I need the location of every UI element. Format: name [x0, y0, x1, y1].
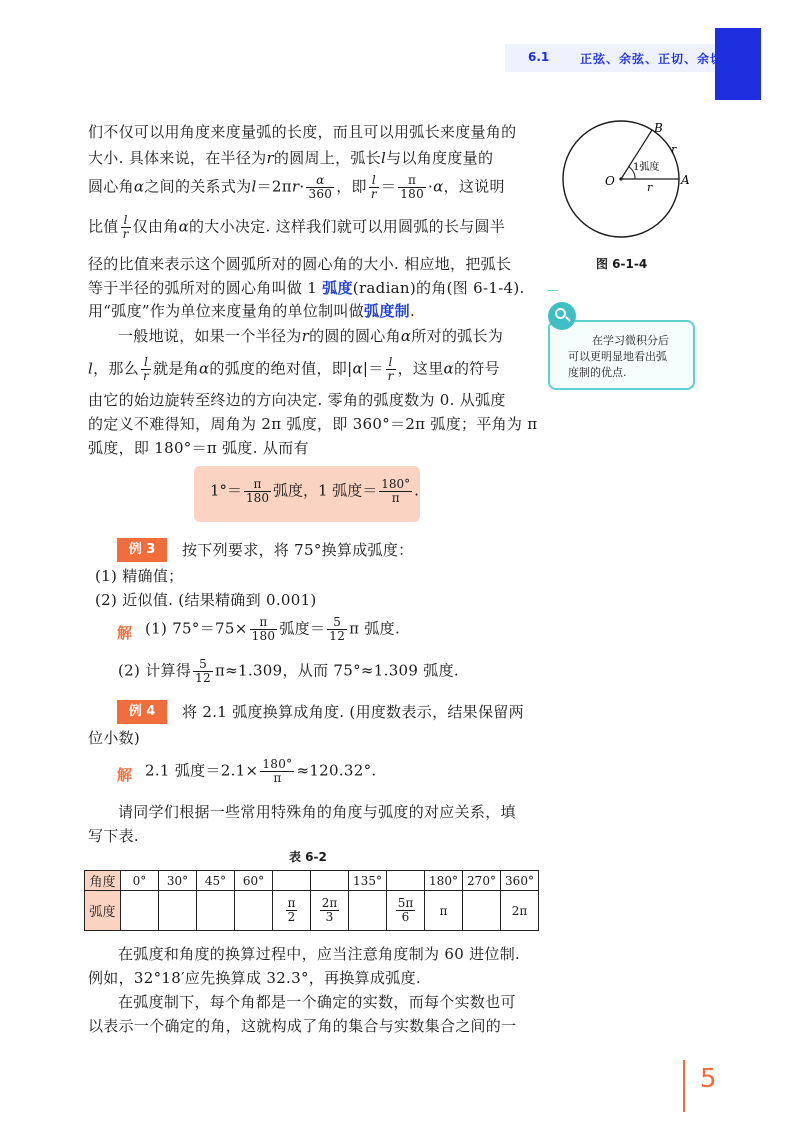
table-caption: 表 6-2 [289, 850, 327, 864]
figure-caption: 图 6-1-4 [596, 257, 648, 271]
text-span: (radian)的角(图 6-1-4). [352, 279, 525, 297]
fraction-numerator: l [121, 214, 131, 228]
figure-circle-radian [555, 115, 715, 255]
fraction-denominator: 180 [400, 187, 425, 201]
para1-line1: 们不仅可以用角度来度量弧的长度，而且可以用弧长来度量角的 [88, 123, 517, 141]
table-cell [235, 891, 273, 931]
math-var: α [133, 177, 145, 196]
para1-line2 [88, 148, 493, 168]
text-span: π≈1.309，从而 75°≈1.309 弧度. [215, 661, 459, 680]
table-cell [121, 891, 159, 931]
text-span: 比值 [88, 217, 119, 236]
para2-line3: 由它的始边旋转至终边的方向决定. 零角的弧度数为 0. 从弧度 [88, 391, 506, 409]
label-r-radius: r [647, 181, 653, 194]
table-cell: 2π [501, 891, 539, 931]
example3-q2: (2) 近似值. (结果精确到 0.001) [95, 591, 317, 609]
para4-line4: 以表示一个确定的角，这就构成了角的集合与实数集合之间的一 [88, 1017, 517, 1035]
math-var: l [88, 359, 94, 378]
text-span: (2) 计算得 [118, 661, 192, 680]
text-span: π 弧度. [349, 619, 401, 638]
math-var: α [400, 327, 412, 345]
magnifier-handle [565, 316, 571, 322]
para2-line2 [88, 356, 500, 383]
fraction-denominator: π [391, 491, 400, 505]
fraction [260, 758, 294, 785]
para1-line6 [88, 278, 525, 298]
text-span: 仅由角 [132, 217, 179, 236]
example4-badge: 例 4 [117, 700, 167, 724]
fraction-numerator: π [244, 478, 271, 492]
math-var: α [198, 359, 210, 378]
math-var: r [301, 327, 310, 345]
fraction [386, 356, 396, 383]
para1-line4 [88, 214, 505, 241]
text-span: · [299, 177, 305, 196]
fraction-denominator: r [387, 369, 394, 383]
fraction-numerator: 180° [262, 757, 293, 771]
example3-badge: 例 3 [117, 538, 167, 562]
fraction-denominator: π [273, 771, 282, 785]
para2-line1 [118, 326, 503, 346]
text-span: 的弧度的绝对值，即| [209, 359, 353, 378]
example4-solution-label: 解 [117, 766, 133, 784]
text-span: 就是角 [153, 359, 199, 378]
table-cell [463, 891, 501, 931]
fraction [327, 616, 347, 643]
example4-solution-line [145, 758, 377, 785]
fraction-numerator: 180° [381, 477, 411, 491]
fraction [244, 478, 271, 505]
fraction [250, 616, 278, 643]
text-span: ，即 [336, 177, 367, 196]
text-span: 的符号 [453, 359, 500, 378]
example4-prompt-cont: 位小数) [88, 729, 141, 747]
math-var: α [352, 359, 363, 378]
table-cell: 60° [235, 871, 273, 891]
conversion-table [84, 870, 539, 931]
fraction-numerator: 2π [321, 896, 338, 910]
text-span: 弧度，1 弧度＝ [272, 481, 378, 500]
conversion-formula [210, 478, 419, 505]
math-var: l [381, 149, 387, 167]
text-span: 大小. 具体来说，在半径为 [88, 149, 267, 167]
para1-line3 [88, 174, 505, 201]
table-cell [349, 891, 387, 931]
term-radian: 弧度 [322, 279, 353, 297]
text-span: |＝ [362, 359, 384, 378]
fraction [396, 897, 416, 924]
fraction-numerator: l [369, 174, 379, 188]
example3-solution-label: 解 [117, 624, 133, 642]
text-span: ，这里 [397, 359, 444, 378]
text-span: . [414, 481, 419, 500]
table-cell [387, 891, 425, 931]
fraction [141, 356, 151, 383]
fraction-numerator: 5π [397, 896, 414, 910]
table-header-radian: 弧度 [85, 891, 121, 931]
example3-solution-line2 [118, 658, 459, 685]
note-connector [548, 290, 558, 291]
text-span: 的大小决定. 这样我们就可以用圆弧的长与圆半 [189, 217, 506, 236]
example3-q1: (1) 精确值； [95, 567, 184, 585]
example4-prompt: 将 2.1 弧度换算成角度. (用度数表示，结果保留两 [182, 703, 524, 721]
math-var: α [433, 177, 444, 196]
fraction-denominator: 180 [251, 629, 276, 643]
fraction-denominator: 2 [287, 910, 296, 924]
text-span: 2.1 弧度＝2.1× [145, 761, 259, 780]
math-var: r [291, 177, 300, 196]
label-r-arc: r [671, 143, 677, 156]
fraction-denominator: 180 [246, 491, 269, 505]
fraction-numerator: π [250, 616, 278, 630]
table-cell [387, 871, 425, 891]
label-o: O [605, 174, 615, 188]
text-span: ＝2π [256, 177, 292, 196]
fraction-numerator: α [306, 174, 334, 188]
fraction-numerator: 5 [327, 616, 347, 630]
para3-line1: 请同学们根据一些常用特殊角的角度与弧度的对应关系，填 [118, 803, 516, 821]
table-cell [311, 891, 349, 931]
para4-line1: 在弧度和角度的换算过程中，应当注意角度制为 60 进位制. [118, 945, 521, 963]
table-cell [273, 871, 311, 891]
table-cell: 45° [197, 871, 235, 891]
text-span: 弧度＝ [279, 619, 326, 638]
fraction [306, 174, 334, 201]
para1-line5: 径的比值来表示这个圆弧所对的圆心角的大小. 相应地，把弧长 [88, 255, 512, 273]
note-line3: 度制的优点. [568, 366, 627, 379]
text-span: · [428, 177, 434, 196]
text-span: 的圆周上，弧长 [273, 149, 382, 167]
table-row [85, 871, 539, 891]
note-line2: 可以更明显地看出弧 [568, 350, 667, 363]
table-cell [311, 871, 349, 891]
fraction-denominator: 6 [401, 910, 410, 924]
fraction-numerator: 5 [193, 658, 213, 672]
text-span: 的圆的圆心角 [309, 327, 401, 345]
fraction [286, 897, 298, 924]
text-span: ≈120.32°. [296, 761, 377, 780]
magnifier-icon [548, 302, 576, 330]
fraction [121, 214, 131, 241]
term-radian-system: 弧度制 [364, 302, 410, 320]
table-cell: 30° [159, 871, 197, 891]
label-a: A [681, 173, 690, 187]
table-cell: 0° [121, 871, 159, 891]
text-span: 与以角度度量的 [386, 149, 494, 167]
fraction-numerator: π [287, 896, 296, 910]
table-header-degree: 角度 [85, 871, 121, 891]
fraction-denominator: 360 [308, 187, 333, 201]
fraction-numerator: l [386, 356, 396, 370]
table-cell [159, 891, 197, 931]
math-var: r [266, 149, 274, 167]
fraction-denominator: r [122, 227, 129, 241]
table-cell [197, 891, 235, 931]
text-span: 1°＝ [210, 481, 243, 500]
table-cell: 270° [463, 871, 501, 891]
note-line1: 在学习微积分后 [592, 334, 669, 347]
fraction [320, 897, 340, 924]
example3-prompt: 按下列要求，将 75°换算成弧度： [182, 541, 414, 559]
para4-line3: 在弧度制下，每个角都是一个确定的实数，而每个实数也可 [118, 993, 516, 1011]
math-var: α [178, 217, 189, 236]
center-point [619, 177, 622, 180]
fraction-denominator: r [370, 187, 377, 201]
example3-solution-line1 [145, 616, 400, 643]
section-title: 正弦、余弦、正切、余切 [580, 52, 724, 66]
page-number: 5 [700, 1064, 717, 1094]
text-span: 等于半径的弧所对的圆心角叫做 1 [88, 279, 323, 297]
fraction-numerator: l [141, 356, 151, 370]
text-span: 用“弧度”作为单位来度量角的单位制叫做 [88, 302, 365, 320]
text-span: . [409, 302, 416, 320]
page-number-rule [683, 1060, 685, 1112]
fraction [379, 478, 412, 505]
table-cell: 135° [349, 871, 387, 891]
para3-line2: 写下表. [88, 827, 139, 845]
text-span: 圆心角 [88, 177, 134, 196]
math-var: l [251, 177, 257, 196]
table-row [85, 891, 539, 931]
fraction-denominator: r [143, 369, 150, 383]
text-span: 一般地说，如果一个半径为 [118, 327, 302, 345]
para4-line2: 例如，32°18′应先换算成 32.3°，再换算成弧度. [88, 969, 421, 987]
text-span: 之间的关系式为 [144, 177, 252, 196]
fraction-denominator: 12 [329, 629, 346, 643]
para2-line5: 弧度，即 180°＝π 弧度. 从而有 [88, 439, 309, 457]
para2-line4: 的定义不难得知，周角为 2π 弧度，即 360°＝2π 弧度；平角为 π [88, 415, 538, 433]
fraction-denominator: 3 [325, 910, 334, 924]
fraction [193, 658, 213, 685]
fraction [369, 174, 379, 201]
table-cell: π [425, 891, 463, 931]
label-b: B [654, 121, 663, 135]
text-span: (1) 75°＝75× [145, 619, 248, 638]
section-number: 6.1 [528, 50, 550, 64]
angle-label: 1弧度 [633, 162, 660, 173]
math-var: α [443, 359, 454, 378]
para1-line7 [88, 301, 415, 321]
fraction-numerator: π [398, 174, 426, 188]
table-cell: 180° [425, 871, 463, 891]
fraction [398, 174, 426, 201]
fraction-denominator: 12 [195, 671, 211, 685]
text-span: ，这说明 [443, 177, 505, 196]
text-span: ＝ [380, 177, 397, 196]
text-span: ，那么 [93, 359, 140, 378]
text-span: 所对的弧长为 [411, 327, 504, 345]
table-cell [273, 891, 311, 931]
table-cell: 360° [501, 871, 539, 891]
